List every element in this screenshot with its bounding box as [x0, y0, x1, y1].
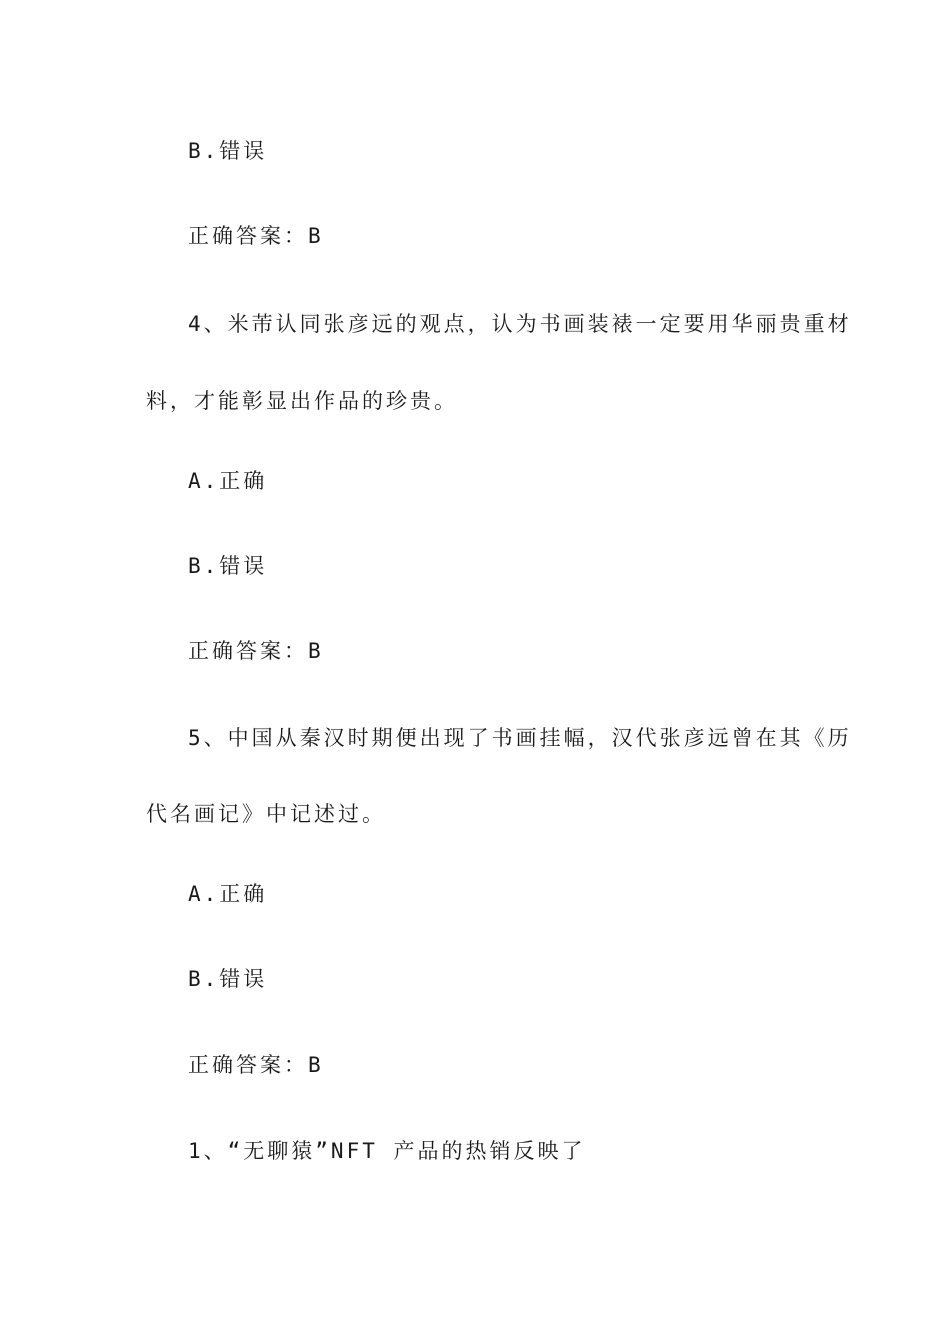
q4-question-line-2: 料，才能彰显出作品的珍贵。 [146, 389, 458, 413]
q5-question-line-1: 5、中国从秦汉时期便出现了书画挂幅，汉代张彦远曾在其《历 [188, 726, 852, 750]
q5-option-b: B.错误 [188, 967, 268, 991]
q4-answer: 正确答案：B [188, 639, 324, 663]
q5-question-line-2: 代名画记》中记述过。 [146, 802, 386, 826]
next-question-line-1: 1、“无聊猿”NFT 产品的热销反映了 [188, 1139, 586, 1163]
q4-question-line-1: 4、米芾认同张彦远的观点，认为书画装裱一定要用华丽贵重材 [188, 312, 852, 336]
q5-option-a: A.正确 [188, 882, 268, 906]
q3-answer: 正确答案：B [188, 224, 324, 248]
q4-option-a: A.正确 [188, 469, 268, 493]
q4-option-b: B.错误 [188, 554, 268, 578]
q3-option-b: B.错误 [188, 139, 268, 163]
q5-answer: 正确答案：B [188, 1053, 324, 1077]
